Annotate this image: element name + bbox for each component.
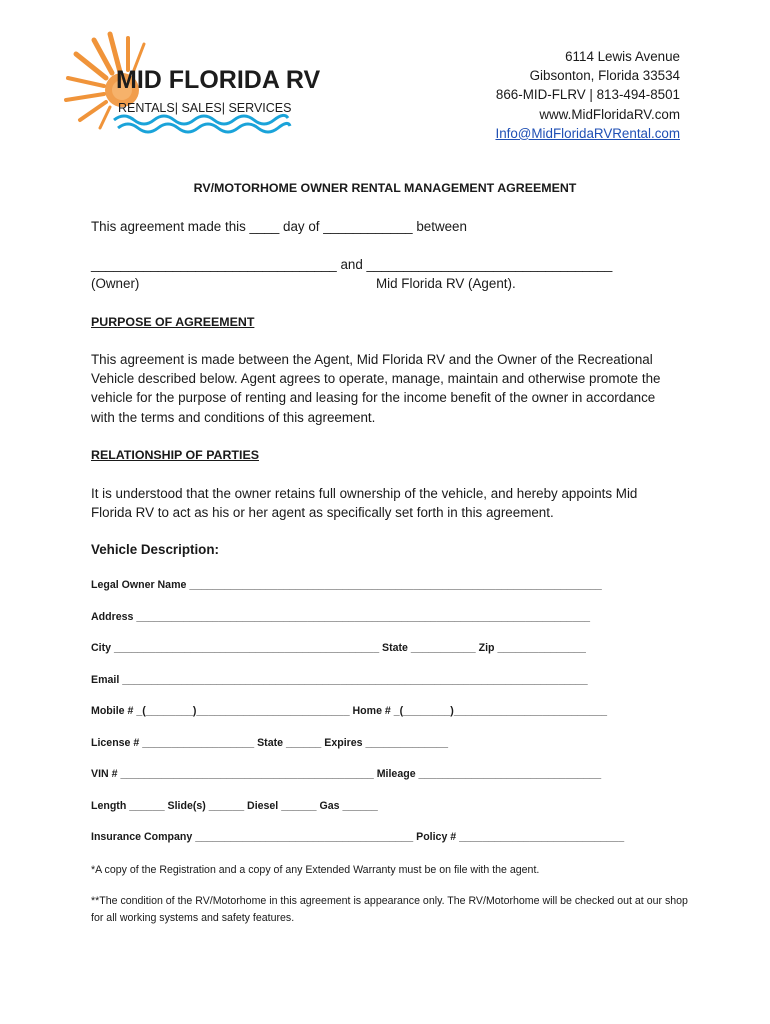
mid-florida-rv-logo [62, 28, 321, 136]
mobile-home-phone-field[interactable]: Mobile # _(________)__________________________ Home # _(________)__________________________ [91, 705, 608, 717]
length-slides-fuel-field[interactable]: Length ______ Slide(s) ______ Diesel ______ Gas ______ [91, 800, 378, 812]
registration-note: *A copy of the Registration and a copy of any Extended Warranty must be on file with the agent. [91, 864, 540, 876]
insurance-policy-field[interactable]: Insurance Company _____________________________________ Policy # ____________________________ [91, 831, 625, 843]
relationship-paragraph: It is understood that the owner retains full ownership of the vehicle, and hereby appoints Mid Florida RV to act as his or her agent as specifically set forth in this agreement. [91, 486, 638, 521]
document-title: RV/MOTORHOME OWNER RENTAL MANAGEMENT AGREEMENT [193, 181, 577, 195]
logo-brand-text: MID FLORIDA RV [116, 66, 321, 94]
street-address: 6114 Lewis Avenue [565, 49, 680, 64]
parties-signature-line: _________________________________ and _________________________________ [91, 257, 613, 272]
email-field[interactable]: Email _______________________________________________________________________________ [91, 674, 588, 686]
legal-owner-field[interactable]: Legal Owner Name ______________________________________________________________________ [91, 579, 602, 591]
city-state-zip: Gibsonton, Florida 33534 [529, 68, 680, 84]
vin-mileage-field[interactable]: VIN # ___________________________________________ Mileage _______________________________ [91, 768, 602, 780]
agreement-intro-line: This agreement made this ____ day of ____________ between [91, 219, 467, 234]
condition-note: **The condition of the RV/Motorhome in this agreement is appearance only. The RV/Motorhome will be checked out at our shop for all working systems and safety features. [91, 895, 688, 924]
relationship-heading: RELATIONSHIP OF PARTIES [91, 448, 259, 462]
purpose-paragraph: This agreement is made between the Agent, Mid Florida RV and the Owner of the Recreational Vehicle described below. Agent agrees to operate, manage, maintain and otherwise promote the vehicle for the purpose of renting and leasing for the income benefit of the owner in accordance with the terms and conditions of this agreement. [91, 352, 661, 425]
email-link[interactable]: Info@MidFloridaRVRental.com [495, 125, 680, 141]
owner-label: (Owner) [91, 276, 140, 291]
purpose-heading: PURPOSE OF AGREEMENT [91, 315, 255, 329]
website-text: www.MidFloridaRV.com [539, 106, 680, 122]
sun-waves-logo-icon [62, 28, 321, 136]
address-field[interactable]: Address _____________________________________________________________________________ [91, 611, 590, 623]
license-state-expires-field[interactable]: License # ___________________ State ______ Expires ______________ [91, 737, 448, 749]
contact-block [495, 47, 680, 143]
city-state-zip-field[interactable]: City _____________________________________________ State ___________ Zip _______________ [91, 642, 586, 654]
vehicle-description-heading: Vehicle Description: [91, 542, 219, 557]
phone-numbers: 866-MID-FLRV | 813-494-8501 [495, 87, 680, 103]
agent-label: Mid Florida RV (Agent). [376, 276, 516, 291]
logo-tagline-text: RENTALS| SALES| SERVICES [118, 101, 292, 115]
